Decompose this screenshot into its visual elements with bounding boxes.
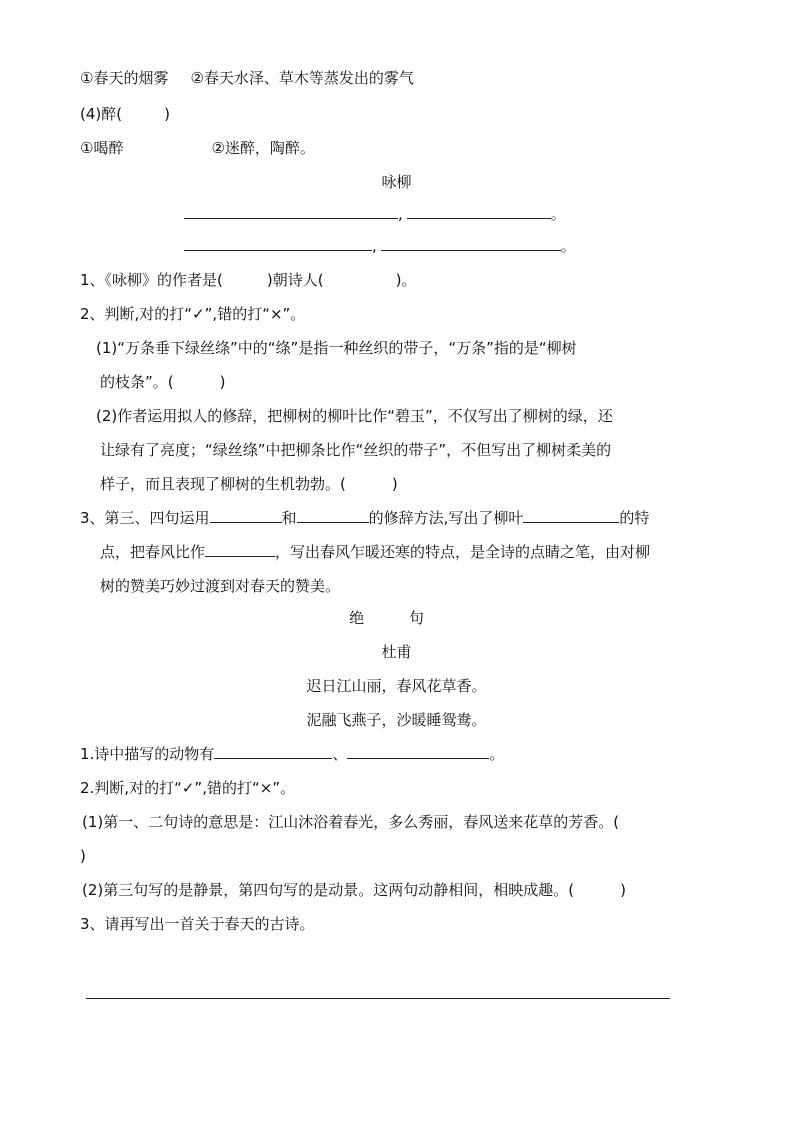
option-line-a xyxy=(80,68,414,88)
item-4-options xyxy=(80,138,315,158)
question-2-statement-1-line-2: 的枝条”。( ) xyxy=(100,373,226,391)
question-3-line-3: 树的赞美巧妙过渡到对春天的赞美。 xyxy=(100,577,341,595)
item-4-option-2: ②迷醉，陶醉。 xyxy=(211,139,315,157)
question-2-intro: 2、判断,对的打“✓”,错的打“×”。 xyxy=(80,305,306,323)
poem2-question-2-intro: 2.判断,对的打“✓”,错的打“×”。 xyxy=(80,779,296,797)
poem2-question-3: 3、请再写出一首关于春天的古诗。 xyxy=(80,915,315,933)
poem-title-yongliu: 咏柳 xyxy=(381,173,412,191)
question-3-line-2: 点，把春风比作 ，写出春风乍暖还寒的特点，是全诗的点睛之笔，由对柳 xyxy=(100,543,651,561)
question-1: 1、《咏柳》的作者是( )朝诗人( )。 xyxy=(80,271,417,289)
question-3-line-1: 3、第三、四句运用 和 的修辞方法,写出了柳叶 的特 xyxy=(80,509,650,527)
item-4-option-1: ①喝醉 xyxy=(80,139,124,157)
poem-author: 杜甫 xyxy=(381,643,412,661)
option-2: ②春天水泽、草木等蒸发出的雾气 xyxy=(190,69,414,87)
poem2-question-2-statement-1-close: ) xyxy=(80,847,86,865)
poem-line-1: 迟日江山丽，春风花草香。 xyxy=(306,677,487,695)
question-2-statement-2-line-3: 样子，而且表现了柳树的生机勃勃。( ) xyxy=(100,475,398,493)
poem-blank-line-2[interactable]: , 。 xyxy=(184,236,576,256)
item-4-question: (4)醉( ) xyxy=(80,105,170,123)
poem2-question-1: 1.诗中描写的动物有 、 。 xyxy=(80,745,505,763)
poem-blank-line-1[interactable]: , 。 xyxy=(184,204,566,224)
poem2-question-2-statement-2: (2)第三句写的是静景，第四句写的是动景。这两句动静相间，相映成趣。( ) xyxy=(82,881,626,899)
question-2-statement-1-line-1: (1)“万条垂下绿丝绦”中的“绦”是指一种丝织的带子，“万条”指的是“柳树 xyxy=(96,339,577,357)
answer-line[interactable] xyxy=(86,998,670,999)
poem2-question-2-statement-1: (1)第一、二句诗的意思是：江山沐浴着春光，多么秀丽，春风送来花草的芳香。( xyxy=(82,813,620,831)
question-2-statement-2-line-2: 让绿有了亮度；“绿丝绦”中把柳条比作“丝织的带子”，不但写出了柳树柔美的 xyxy=(100,441,612,459)
poem-line-2: 泥融飞燕子，沙暖睡鸳鸯。 xyxy=(306,711,487,729)
poem-title-jueju: 绝 句 xyxy=(349,609,444,627)
question-2-statement-2-line-1: (2)作者运用拟人的修辞，把柳树的柳叶比作“碧玉”，不仅写出了柳树的绿，还 xyxy=(96,407,613,425)
option-1: ①春天的烟雾 xyxy=(80,69,169,87)
